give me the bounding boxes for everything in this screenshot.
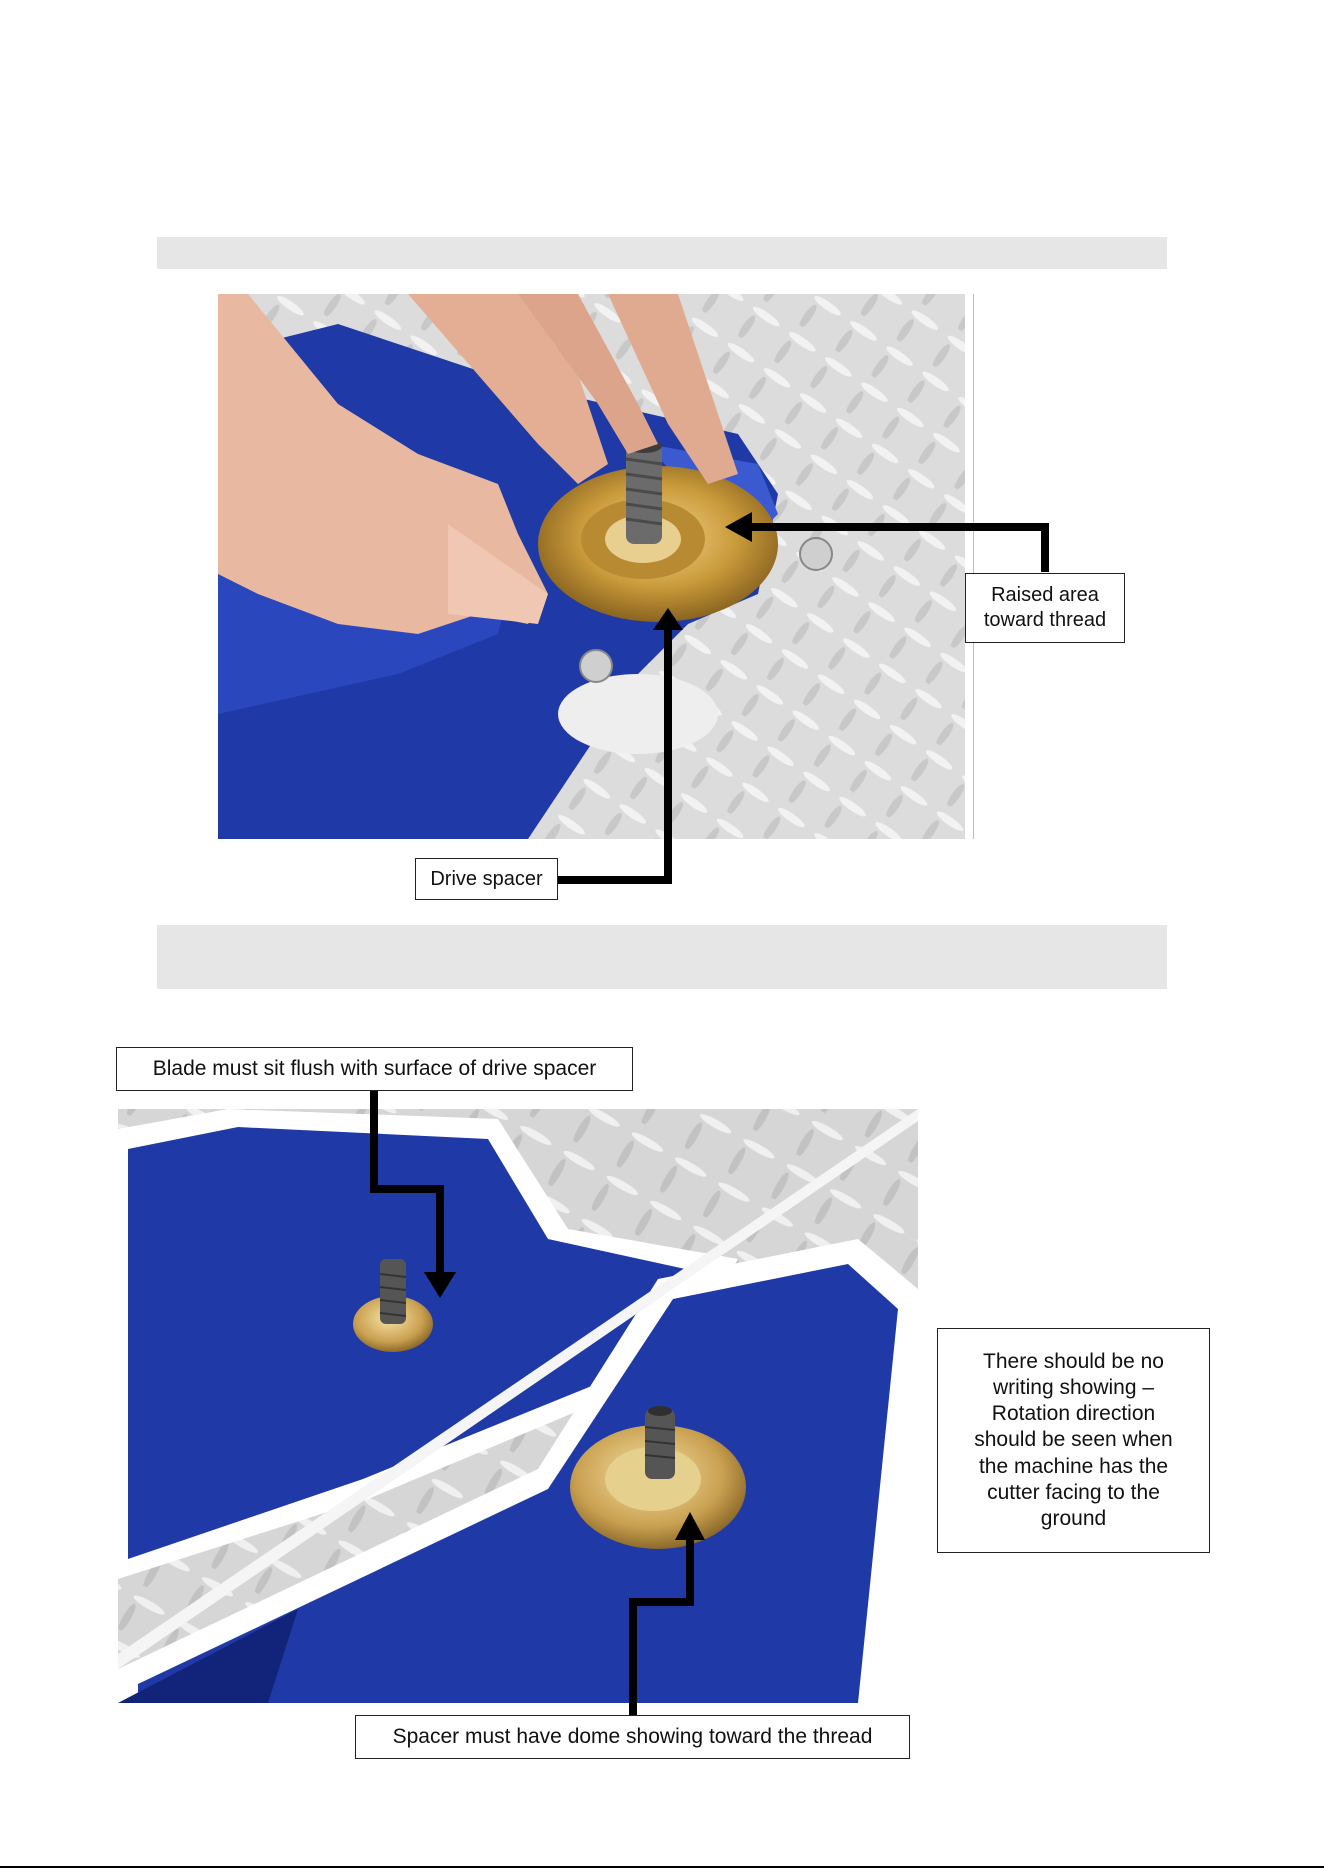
footer-rule [0,1866,1324,1868]
callout-raised-area: Raised area toward thread [965,573,1125,643]
top-photo-right-edge [973,294,974,839]
callout-no-writing: There should be no writing showing – Rotation direction should be seen when the machine has the cutter facing to the ground [937,1328,1210,1553]
photo-hand-placing-drive-spacer [218,294,965,839]
callout-drive-spacer: Drive spacer [415,858,558,900]
callout-blade-flush: Blade must sit flush with surface of drive spacer [116,1047,633,1091]
section-band-middle [157,925,1167,989]
photo-blade-on-drive-spacer [118,1109,918,1703]
section-band-top [157,237,1167,269]
callout-spacer-dome: Spacer must have dome showing toward the thread [355,1715,910,1759]
